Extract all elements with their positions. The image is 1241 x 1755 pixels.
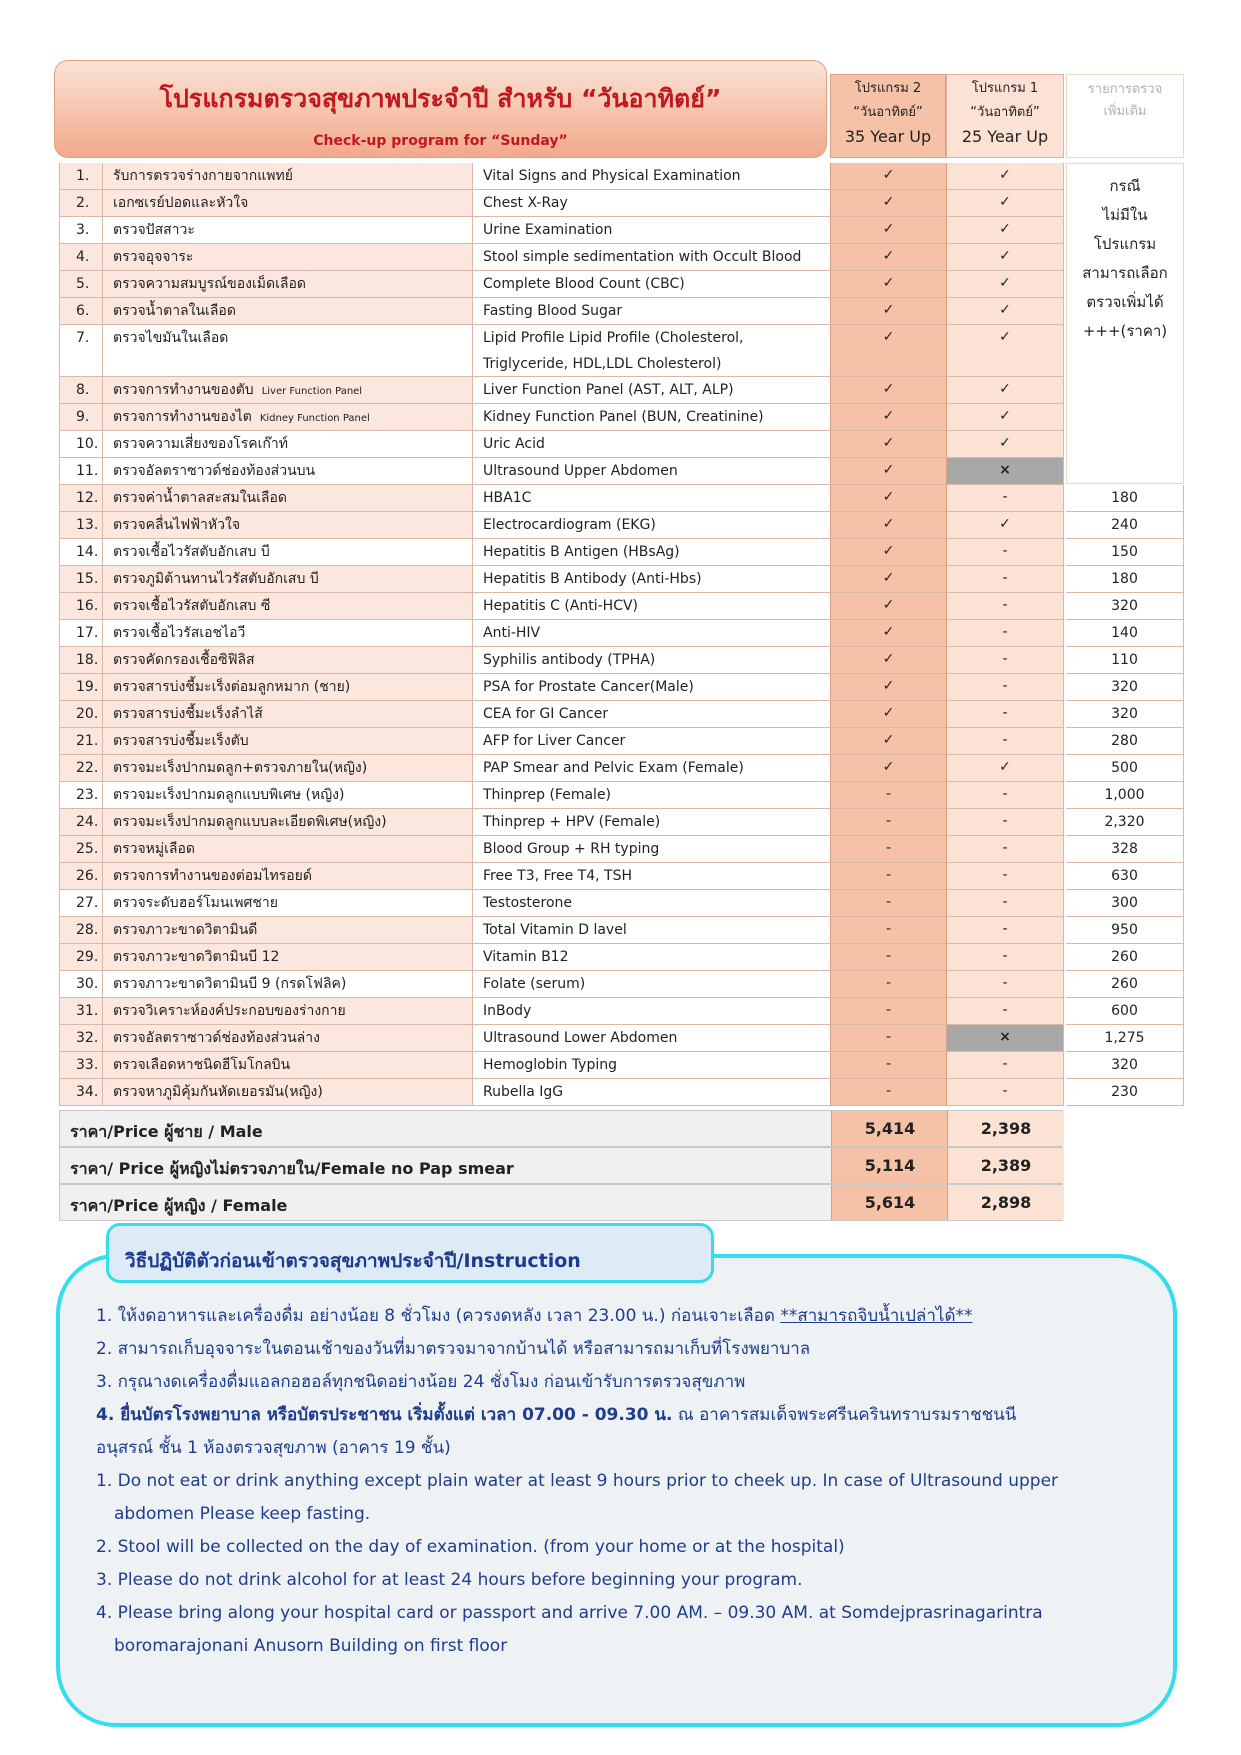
table-row — [59, 836, 1184, 863]
extra-price: 500 — [1066, 755, 1184, 782]
price-package-2: 5,414 — [831, 1111, 948, 1146]
item-number: 11. — [59, 458, 102, 485]
package-2-mark: ✓ — [830, 298, 946, 325]
package-2-mark: - — [830, 809, 946, 836]
extra-price: 300 — [1066, 890, 1184, 917]
package-2-mark: - — [830, 836, 946, 863]
item-name-th: ตรวจคลื่นไฟฟ้าหัวใจ — [102, 512, 472, 539]
item-name-th: ตรวจความเสี่ยงของโรคเก๊าท์ — [102, 431, 472, 458]
package-1-mark: - — [946, 971, 1064, 998]
item-number: 17. — [59, 620, 102, 647]
item-number: 30. — [59, 971, 102, 998]
table-row — [59, 298, 1184, 325]
extra-price: 320 — [1066, 701, 1184, 728]
item-number: 20. — [59, 701, 102, 728]
package-1-mark: ✓ — [946, 298, 1064, 325]
item-number: 18. — [59, 647, 102, 674]
extra-price: 150 — [1066, 539, 1184, 566]
table-row — [59, 404, 1184, 431]
table-row — [59, 325, 1184, 377]
package-2-age: 35 Year Up — [844, 127, 932, 146]
package-2-day: “วันอาทิตย์” — [853, 105, 923, 120]
package-1-name: โปรแกรม 1 — [971, 81, 1039, 96]
extra-price: 140 — [1066, 620, 1184, 647]
table-row — [59, 431, 1184, 458]
package-1-mark: - — [946, 485, 1064, 512]
item-number: 2. — [59, 190, 102, 217]
package-1-mark: ✓ — [946, 512, 1064, 539]
item-name-en: Lipid Profile Lipid Profile (Cholesterol, Triglyceride, HDL,LDL Cholesterol) — [472, 325, 830, 377]
table-row — [59, 809, 1184, 836]
item-number: 16. — [59, 593, 102, 620]
extra-price: 950 — [1066, 917, 1184, 944]
item-name-en: Vital Signs and Physical Examination — [472, 163, 830, 190]
package-2-mark: ✓ — [830, 674, 946, 701]
instr-en-1b: abdomen Please keep fasting. — [114, 1504, 371, 1524]
package-2-mark: - — [830, 782, 946, 809]
table-row — [59, 782, 1184, 809]
package-2-mark: ✓ — [830, 485, 946, 512]
item-name-th: ตรวจการทำงานของต่อมไทรอยด์ — [102, 863, 472, 890]
package-1-mark: - — [946, 782, 1064, 809]
item-name-en: HBA1C — [472, 485, 830, 512]
item-name-th: ตรวจการทำงานของตับ Liver Function Panel — [102, 377, 472, 404]
item-number: 24. — [59, 809, 102, 836]
table-row — [59, 890, 1184, 917]
price-package-2: 5,614 — [831, 1185, 948, 1220]
package-1-mark: - — [946, 836, 1064, 863]
package-1-mark: ✓ — [946, 377, 1064, 404]
extra-price: 260 — [1066, 944, 1184, 971]
package-1-mark: - — [946, 917, 1064, 944]
package-2-mark: ✓ — [830, 539, 946, 566]
package-1-mark: - — [946, 674, 1064, 701]
item-number: 26. — [59, 863, 102, 890]
price-row — [59, 1110, 1063, 1147]
table-row — [59, 755, 1184, 782]
package-2-mark: ✓ — [830, 647, 946, 674]
item-name-en: PAP Smear and Pelvic Exam (Female) — [472, 755, 830, 782]
item-number: 14. — [59, 539, 102, 566]
item-name-en: Testosterone — [472, 890, 830, 917]
item-number: 10. — [59, 431, 102, 458]
extra-price: 230 — [1066, 1079, 1184, 1106]
package-1-mark: ✓ — [946, 271, 1064, 298]
item-name-en: Anti-HIV — [472, 620, 830, 647]
item-name-en: Syphilis antibody (TPHA) — [472, 647, 830, 674]
table-row — [59, 620, 1184, 647]
item-name-th: ตรวจสารบ่งชี้มะเร็งตับ — [102, 728, 472, 755]
table-row — [59, 377, 1184, 404]
item-name-th: ตรวจเชื้อไวรัสเอชไอวี — [102, 620, 472, 647]
package-2-mark: - — [830, 971, 946, 998]
extra-note-line: กรณี — [1109, 177, 1141, 195]
package-1-mark: ✓ — [946, 325, 1064, 377]
instr-en-4: 4. Please bring along your hospital card or passport and arrive 7.00 AM. – 09.30 AM. at Somdejprasrinagarintra — [96, 1603, 1043, 1623]
item-name-th: ตรวจไขมันในเลือด — [102, 325, 472, 377]
item-name-en: AFP for Liver Cancer — [472, 728, 830, 755]
item-name-en: Ultrasound Upper Abdomen — [472, 458, 830, 485]
item-name-th: ตรวจมะเร็งปากมดลูกแบบพิเศษ (หญิง) — [102, 782, 472, 809]
title-banner — [54, 60, 827, 158]
price-row — [59, 1147, 1063, 1184]
item-name-th: เอกซเรย์ปอดและหัวใจ — [102, 190, 472, 217]
item-name-th: ตรวจภูมิต้านทานไวรัสตับอักเสบ บี — [102, 566, 472, 593]
item-name-th: ตรวจมะเร็งปากมดลูก+ตรวจภายใน(หญิง) — [102, 755, 472, 782]
package-2-mark: ✓ — [830, 728, 946, 755]
price-label: ราคา/Price ผู้หญิง / Female — [70, 1196, 288, 1215]
item-number: 12. — [59, 485, 102, 512]
item-number: 31. — [59, 998, 102, 1025]
price-package-1: 2,398 — [947, 1111, 1064, 1146]
item-name-th: ตรวจอัลตราซาวด์ช่องท้องส่วนบน — [102, 458, 472, 485]
item-name-en: Folate (serum) — [472, 971, 830, 998]
item-name-en: CEA for GI Cancer — [472, 701, 830, 728]
item-number: 19. — [59, 674, 102, 701]
package-2-mark: ✓ — [830, 593, 946, 620]
package-2-name: โปรแกรม 2 — [854, 81, 922, 96]
package-2-mark: ✓ — [830, 244, 946, 271]
item-number: 7. — [59, 325, 102, 377]
table-row — [59, 163, 1184, 190]
package-1-mark: ✓ — [946, 217, 1064, 244]
extra-price: 600 — [1066, 998, 1184, 1025]
item-name-th: ตรวจสารบ่งชี้มะเร็งต่อมลูกหมาก (ชาย) — [102, 674, 472, 701]
extra-note-line: สามารถเลือก — [1082, 264, 1168, 282]
item-name-en: Uric Acid — [472, 431, 830, 458]
package-2-mark: - — [830, 863, 946, 890]
package-1-mark: × — [946, 458, 1064, 485]
price-row — [59, 1184, 1063, 1221]
price-label: ราคา/Price ผู้ชาย / Male — [70, 1122, 263, 1141]
item-number: 34. — [59, 1079, 102, 1106]
item-name-th: ตรวจเลือดหาชนิดฮีโมโกลบิน — [102, 1052, 472, 1079]
package-1-mark: ✓ — [946, 163, 1064, 190]
package-1-mark: ✓ — [946, 244, 1064, 271]
extra-price: 180 — [1066, 485, 1184, 512]
extra-price: 110 — [1066, 647, 1184, 674]
package-2-mark: ✓ — [830, 217, 946, 244]
item-name-en: Free T3, Free T4, TSH — [472, 863, 830, 890]
instr-th-3: 3. กรุณางดเครื่องดื่มแอลกอฮอล์ทุกชนิดอย่างน้อย 24 ชั่งโมง ก่อนเข้ารับการตรวจสุขภาพ — [96, 1372, 746, 1392]
price-label: ราคา/ Price ผู้หญิงไม่ตรวจภายใน/Female no Pap smear — [70, 1159, 514, 1178]
table-row — [59, 566, 1184, 593]
package-1-mark: - — [946, 890, 1064, 917]
instr-th-4: 4. ยื่นบัตรโรงพยาบาล หรือบัตรประชาชน เริ่มตั้งแต่ เวลา 07.00 - 09.30 น. ณ อาคารสมเด็จพระศรีนครินทราบรมราชชนนี — [96, 1405, 1017, 1425]
instr-th-2: 2. สามารถเก็บอุจจาระในตอนเช้าของวันที่มาตรวจมาจากบ้านได้ หรือสามารถมาเก็บที่โรงพยาบาล — [96, 1339, 811, 1359]
package-1-mark: - — [946, 620, 1064, 647]
extra-price: 240 — [1066, 512, 1184, 539]
item-name-en: Electrocardiogram (EKG) — [472, 512, 830, 539]
item-name-th: ตรวจน้ำตาลในเลือด — [102, 298, 472, 325]
item-name-en: Complete Blood Count (CBC) — [472, 271, 830, 298]
item-number: 3. — [59, 217, 102, 244]
item-name-th: ตรวจวิเคราะห์องค์ประกอบของร่างกาย — [102, 998, 472, 1025]
price-package-1: 2,389 — [947, 1148, 1064, 1183]
instr-en-3: 3. Please do not drink alcohol for at least 24 hours before beginning your program. — [96, 1570, 803, 1590]
package-2-mark: ✓ — [830, 377, 946, 404]
table-row — [59, 674, 1184, 701]
item-number: 28. — [59, 917, 102, 944]
item-name-en: Kidney Function Panel (BUN, Creatinine) — [472, 404, 830, 431]
table-row — [59, 271, 1184, 298]
table-row — [59, 593, 1184, 620]
item-name-en: Liver Function Panel (AST, ALT, ALP) — [472, 377, 830, 404]
item-name-en: Total Vitamin D lavel — [472, 917, 830, 944]
table-row — [59, 190, 1184, 217]
page-title: โปรแกรมตรวจสุขภาพประจำปี สำหรับ “วันอาทิตย์” — [159, 84, 722, 113]
package-1-mark: ✓ — [946, 431, 1064, 458]
item-name-en: Hepatitis B Antigen (HBsAg) — [472, 539, 830, 566]
package-2-header — [830, 74, 946, 158]
extra-price: 328 — [1066, 836, 1184, 863]
item-number: 13. — [59, 512, 102, 539]
item-name-th: ตรวจหมู่เลือด — [102, 836, 472, 863]
item-name-en: PSA for Prostate Cancer(Male) — [472, 674, 830, 701]
item-name-en: Vitamin B12 — [472, 944, 830, 971]
package-2-mark: - — [830, 998, 946, 1025]
item-number: 25. — [59, 836, 102, 863]
instruction-heading: วิธีปฏิบัติตัวก่อนเข้าตรวจสุขภาพประจำปี/Instruction — [106, 1223, 714, 1283]
item-name-en: Hepatitis B Antibody (Anti-Hbs) — [472, 566, 830, 593]
table-row — [59, 728, 1184, 755]
package-1-mark: - — [946, 944, 1064, 971]
item-name-en: Urine Examination — [472, 217, 830, 244]
extra-header-line1: รายการตรวจ — [1087, 82, 1163, 97]
item-name-en: Thinprep (Female) — [472, 782, 830, 809]
package-1-mark: × — [946, 1025, 1064, 1052]
item-name-en: Hepatitis C (Anti-HCV) — [472, 593, 830, 620]
package-2-mark: ✓ — [830, 701, 946, 728]
item-name-en-line2: Triglyceride, HDL,LDL Cholesterol) — [483, 356, 722, 372]
item-name-th: ตรวจภาวะขาดวิตามินบี 9 (กรดโฟลิค) — [102, 971, 472, 998]
extra-note-line: โปรแกรม — [1093, 235, 1157, 253]
table-row — [59, 244, 1184, 271]
package-1-mark: - — [946, 1079, 1064, 1106]
item-name-th: ตรวจการทำงานของไต Kidney Function Panel — [102, 404, 472, 431]
item-name-th: ตรวจภาวะขาดวิตามินดี — [102, 917, 472, 944]
item-name-th-en: Liver Function Panel — [261, 386, 363, 397]
instr-en-4b: boromarajonani Anusorn Building on first floor — [114, 1636, 508, 1656]
item-number: 27. — [59, 890, 102, 917]
item-name-en: Chest X-Ray — [472, 190, 830, 217]
item-name-th: ตรวจอุจจาระ — [102, 244, 472, 271]
item-name-en: Hemoglobin Typing — [472, 1052, 830, 1079]
table-row — [59, 647, 1184, 674]
item-number: 9. — [59, 404, 102, 431]
instr-en-2: 2. Stool will be collected on the day of examination. (from your home or at the hospital) — [96, 1537, 845, 1557]
table-row — [59, 944, 1184, 971]
item-name-th: ตรวจระดับฮอร์โมนเพศชาย — [102, 890, 472, 917]
package-1-mark: - — [946, 728, 1064, 755]
package-2-mark: ✓ — [830, 404, 946, 431]
extra-note-line: ตรวจเพิ่มได้ — [1086, 293, 1164, 311]
item-name-th: ตรวจภาวะขาดวิตามินบี 12 — [102, 944, 472, 971]
package-2-mark: ✓ — [830, 325, 946, 377]
item-number: 29. — [59, 944, 102, 971]
package-2-mark: ✓ — [830, 271, 946, 298]
instr-th-1: 1. ให้งดอาหารและเครื่องดื่ม อย่างน้อย 8 ชั่วโมง (ควรงดหลัง เวลา 23.00 น.) ก่อนเจาะเลือด **สามารถจิบน้ำเปล่าได้** — [96, 1306, 973, 1326]
extra-note-line: ไม่มีใน — [1102, 206, 1148, 224]
instruction-text — [96, 1300, 1136, 1663]
extra-price: 320 — [1066, 674, 1184, 701]
package-2-mark: - — [830, 1025, 946, 1052]
package-2-mark: ✓ — [830, 566, 946, 593]
table-row — [59, 998, 1184, 1025]
table-row — [59, 217, 1184, 244]
package-2-mark: ✓ — [830, 620, 946, 647]
table-row — [59, 971, 1184, 998]
item-name-en: Fasting Blood Sugar — [472, 298, 830, 325]
package-2-mark: ✓ — [830, 431, 946, 458]
item-number: 6. — [59, 298, 102, 325]
extra-header — [1066, 74, 1184, 158]
table-row — [59, 701, 1184, 728]
package-2-mark: - — [830, 1052, 946, 1079]
package-1-mark: - — [946, 998, 1064, 1025]
table-row — [59, 512, 1184, 539]
instr-en-1: 1. Do not eat or drink anything except plain water at least 9 hours prior to cheek up. In case of Ultrasound upper — [96, 1471, 1059, 1491]
table-row — [59, 1052, 1184, 1079]
item-name-en: InBody — [472, 998, 830, 1025]
package-2-mark: - — [830, 890, 946, 917]
extra-price: 320 — [1066, 1052, 1184, 1079]
item-number: 22. — [59, 755, 102, 782]
package-2-mark: ✓ — [830, 190, 946, 217]
package-1-mark: - — [946, 1052, 1064, 1079]
item-name-th: ตรวจเชื้อไวรัสตับอักเสบ ซี — [102, 593, 472, 620]
item-name-th: ตรวจความสมบูรณ์ของเม็ดเลือด — [102, 271, 472, 298]
extra-header-line2: เพิ่มเติม — [1103, 104, 1147, 119]
extra-price: 1,000 — [1066, 782, 1184, 809]
table-row — [59, 458, 1184, 485]
item-name-th: ตรวจเชื้อไวรัสตับอักเสบ บี — [102, 539, 472, 566]
package-1-mark: - — [946, 593, 1064, 620]
extra-price: 2,320 — [1066, 809, 1184, 836]
package-1-header — [946, 74, 1064, 158]
item-number: 8. — [59, 377, 102, 404]
package-1-mark: ✓ — [946, 755, 1064, 782]
table-row — [59, 917, 1184, 944]
item-name-th: ตรวจสารบ่งชี้มะเร็งลำไส้ — [102, 701, 472, 728]
item-name-en: Rubella IgG — [472, 1079, 830, 1106]
package-1-day: “วันอาทิตย์” — [970, 105, 1040, 120]
package-1-age: 25 Year Up — [961, 127, 1049, 146]
extra-price: 320 — [1066, 593, 1184, 620]
extra-price: 630 — [1066, 863, 1184, 890]
table-row — [59, 1025, 1184, 1052]
package-2-mark: ✓ — [830, 458, 946, 485]
item-name-th: ตรวจค่าน้ำตาลสะสมในเลือด — [102, 485, 472, 512]
package-1-mark: - — [946, 566, 1064, 593]
package-2-mark: ✓ — [830, 512, 946, 539]
item-name-en: Ultrasound Lower Abdomen — [472, 1025, 830, 1052]
package-2-mark: - — [830, 917, 946, 944]
item-number: 4. — [59, 244, 102, 271]
package-1-mark: ✓ — [946, 404, 1064, 431]
package-1-mark: ✓ — [946, 190, 1064, 217]
item-name-th: ตรวจมะเร็งปากมดลูกแบบละเอียดพิเศษ(หญิง) — [102, 809, 472, 836]
table-row — [59, 485, 1184, 512]
package-1-mark: - — [946, 863, 1064, 890]
item-name-th-en: Kidney Function Panel — [259, 413, 370, 424]
package-1-mark: - — [946, 647, 1064, 674]
price-package-2: 5,114 — [831, 1148, 948, 1183]
item-number: 5. — [59, 271, 102, 298]
item-number: 21. — [59, 728, 102, 755]
package-1-mark: - — [946, 701, 1064, 728]
package-1-mark: - — [946, 539, 1064, 566]
package-2-mark: ✓ — [830, 755, 946, 782]
instr-th-4b: อนุสรณ์ ชั้น 1 ห้องตรวจสุขภาพ (อาคาร 19 ชั้น) — [96, 1438, 451, 1458]
item-number: 23. — [59, 782, 102, 809]
extra-price: 280 — [1066, 728, 1184, 755]
table-row — [59, 1079, 1184, 1106]
item-number: 1. — [59, 163, 102, 190]
item-name-th: ตรวจคัดกรองเชื้อซิฟิลิส — [102, 647, 472, 674]
table-row — [59, 539, 1184, 566]
package-2-mark: - — [830, 1079, 946, 1106]
price-package-1: 2,898 — [947, 1185, 1064, 1220]
item-number: 33. — [59, 1052, 102, 1079]
item-name-th: ตรวจปัสสาวะ — [102, 217, 472, 244]
page-subtitle: Check-up program for “Sunday” — [313, 133, 568, 149]
item-name-en: Blood Group + RH typing — [472, 836, 830, 863]
extra-price: 1,275 — [1066, 1025, 1184, 1052]
table-row — [59, 863, 1184, 890]
extra-price: 260 — [1066, 971, 1184, 998]
package-2-mark: - — [830, 944, 946, 971]
package-2-mark: ✓ — [830, 163, 946, 190]
item-name-th: ตรวจอัลตราซาวด์ช่องท้องส่วนล่าง — [102, 1025, 472, 1052]
item-name-th: ตรวจหาภูมิคุ้มกันหัดเยอรมัน(หญิง) — [102, 1079, 472, 1106]
item-name-en: Thinprep + HPV (Female) — [472, 809, 830, 836]
item-number: 32. — [59, 1025, 102, 1052]
item-number: 15. — [59, 566, 102, 593]
package-1-mark: - — [946, 809, 1064, 836]
item-name-en: Stool simple sedimentation with Occult Blood — [472, 244, 830, 271]
extra-price: 180 — [1066, 566, 1184, 593]
extra-note-line: +++(ราคา) — [1082, 322, 1168, 340]
item-name-th: รับการตรวจร่างกายจากแพทย์ — [102, 163, 472, 190]
